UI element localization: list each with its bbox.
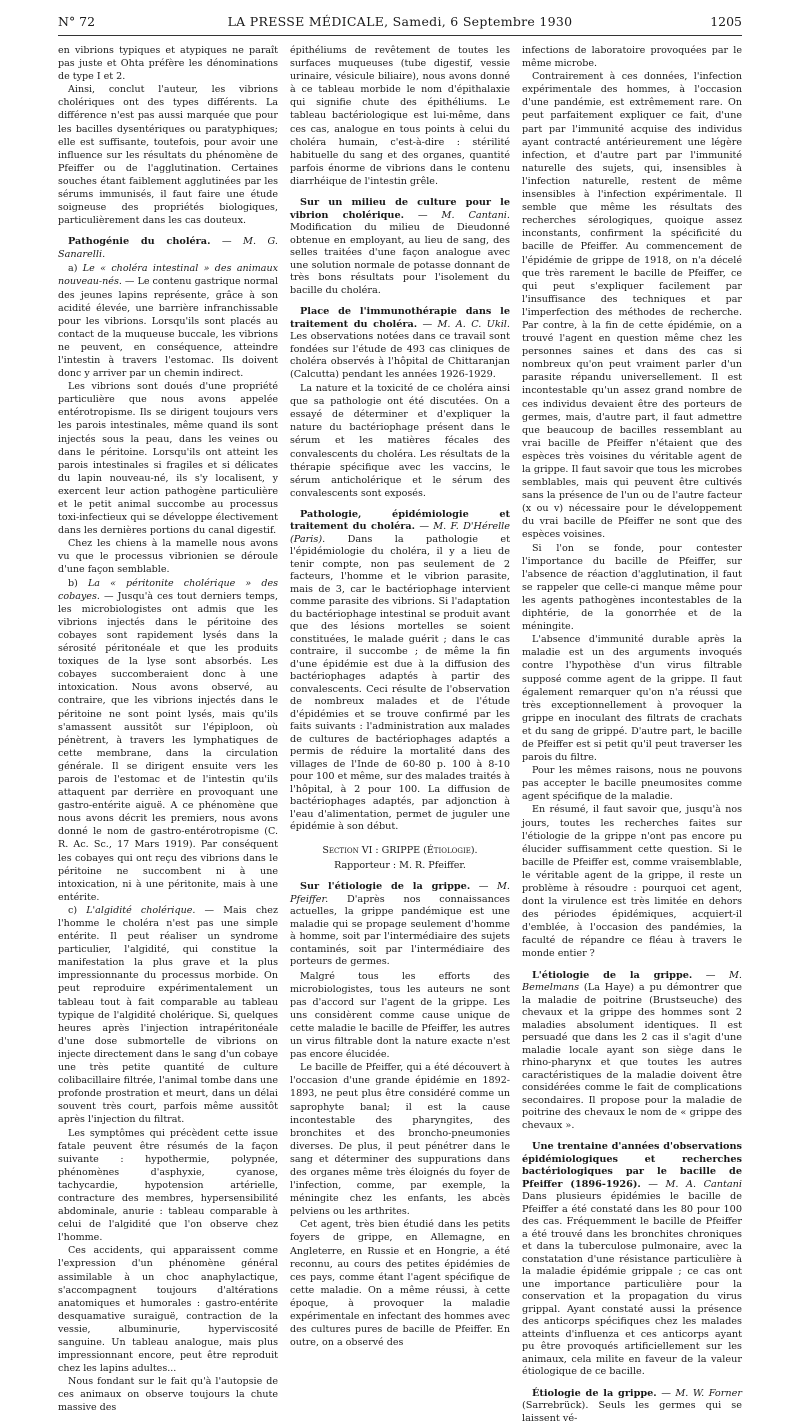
paragraph: Pour les mêmes raisons, nous ne pouvons pas accepter le bacille pneumosites comme agent spécifique de la maladie.: [522, 765, 742, 803]
header-rule: [58, 35, 742, 36]
article-heading: Sur l'étiologie de la grippe. — M. Pfeiffer. D'après nos connaissances actuelles, la grippe pandémique est une maladie qui se propage seulement d'homme à homme, soit par l'intermédiaire des sujets contaminés, soit par l'intermédiaire des porteurs de germes.: [290, 881, 510, 968]
paragraph: Les symptômes qui précèdent cette issue fatale peuvent être résumés de la façon suivante : hypothermie, polypnée, phénomènes d'asphyxie, cyanose, tachycardie, hypotension artérielle, contracture des membres, hypersensibilité abdominale, anurie : tableau comparable à celui de l'algidité que l'on observe chez l'homme.: [58, 1127, 278, 1244]
column-2: [290, 44, 510, 1349]
paragraph: infections de laboratoire provoquées par le même microbe.: [522, 45, 742, 70]
article-heading: L'étiologie de la grippe. — M. Bemelmans (La Haye) a pu démontrer que la maladie de poitrine (Brustseuche) des chevaux et la grippe des hommes sont 2 maladies absolument identiques. Il est persuadé que dans les 2 cas il s'agit d'une maladie locale ayant son siège dans le rhino-pharynx et que toutes les autres caractéristiques de la maladie doivent être considérées comme le fait de complications secondaires. Il propose pour la maladie de poitrine des chevaux le nom de « grippe des chevaux ».: [522, 969, 742, 1131]
paragraph: Les vibrions sont doués d'une propriété particulière que nous avons appelée entérotropisme. Ils se dirigent toujours vers les parois intestinales, même quand ils sont injectés sous la peau, dans les veines ou dans le péritoine. Lorsqu'ils ont atteint les parois intestinales si fragiles et si délicates du lapin nouveau-né, ils s'y localisent, y exercent leur action pathogène particulière et le petit animal succombe au processus toxi-infectieux qui se développe électivement dans les dernières portions du canal digestif.: [58, 381, 278, 537]
article-heading: Étiologie de la grippe. — M. W. Forner (Sarrebrück). Seuls les germes qui se laissent vé-: [522, 1387, 742, 1424]
page-header: [58, 12, 742, 32]
paragraph: En résumé, il faut savoir que, jusqu'à nos jours, toutes les recherches faites sur l'étiologie de la grippe n'ont pas encore pu élucider suffisamment cette question. Si le bacille de Pfeiffer est, comme vraisemblable, le véritable agent de la grippe, il reste un problème à résoudre : pourquoi cet agent, dont la virulence est très limitée en dehors des périodes épidémiques, acquiert-il d'emblée, à l'occasion des pandémies, la faculté de répandre ce fléau à travers le monde entier ?: [522, 804, 742, 960]
paragraph: en vibrions typiques et atypiques ne paraît pas juste et Ohta préfère les dénominations de type I et 2.: [58, 45, 278, 83]
paragraph: Contrairement à ces données, l'infection expérimentale des hommes, à l'occasion d'une pandémie, est extrêmement rare. On peut parfaitement expliquer ce fait, d'une part par l'immunité acquise des individus ayant contracté antérieurement une légère infection, et d'autre part par l'immunité naturelle des sujets, qui, insensibles à l'infection naturelle, restent de même insensibles à l'infection expérimentale. Il semble que même les résultats des recherches sérologiques, quoique assez inconstants, confirment la spécificité du bacille de Pfeiffer. Au commencement de l'épidémie de grippe de 1918, on n'a décelé que très rarement le bacille de Pfeiffer, ce qui peut s'expliquer facilement par l'insuffisance des techniques et par l'imperfection des méthodes de recherche. Par contre, à la fin de cette épidémie, on a trouvé l'agent en question même chez les personnes saines et dans des cas si nombreux qu'on peut vraiment parler d'un parasite répandu universellement. Il est incontestable qu'un assez grand nombre de ces individus devaient être des porteurs de germes, mais, d'autre part, il faut admettre que beaucoup de bacilles ressemblant au vrai bacille de Pfeiffer n'étaient que des espèces très voisines du véritable agent de la grippe. Il faut savoir que tous les microbes semblables, mais qui peuvent être cultivés sans la présence de l'un ou de l'autre facteur (x ou v) nécessaire pour le développement du vrai bacille de Pfeiffer ne sont que des espèces voisines.: [522, 71, 742, 541]
paragraph: épithéliums de revêtement de toutes les surfaces muqueuses (tube digestif, vessie urinaire, vésicule biliaire), nous avons donné à ce tableau morbide le nom d'épithalaxie qui signifie chute des épithéliums. Le tableau bactériologique est lui-même, dans ces cas, analogue en tous points à celui du choléra humain, c'est-à-dire : stérilité habituelle du sang et des organes, quantité parfois énorme de vibrions dans le contenu diarrhéique de l'intestin grêle.: [290, 45, 510, 187]
column-1: [58, 44, 279, 1414]
paragraph: Nous fondant sur le fait qu'à l'autopsie de ces animaux on observe toujours la chute massive des: [58, 1376, 278, 1414]
page-number: N° 72: [58, 14, 96, 29]
paragraph: L'absence d'immunité durable après la maladie est un des arguments invoqués contre l'hypothèse d'un virus filtrable supposé comme agent de la grippe. Il faut également remarquer qu'on n'a réussi que très exceptionnellement à provoquer la grippe en inoculant des filtrats de crachats et du sang de grippé. D'autre part, le bacille de Pfeiffer est si petit qu'il peut traverser les parois du filtre.: [522, 634, 742, 764]
article-heading: Une trentaine d'années d'observations épidémiologiques et recherches bactériologiques par le bacille de Pfeiffer (1896-1926). — M. A. Cantani Dans plusieurs épidémies le bacille de Pfeiffer a été constaté dans les 80 pour 100 des cas. Fréquemment le bacille de Pfeiffer a été trouvé dans les bronchites chroniques et dans la tuberculose pulmonaire, avec la constatation d'une résistance particulière à la maladie épidémie grippale ; ce cas ont une importance particulière pour la conservation et la propagation du virus grippal. Ayant constaté aussi la présence des anticorps spécifiques chez les malades atteints d'influenza et ces anticorps ayant pu être provoqués artificiellement sur les animaux, cela milite en faveur de la valeur étiologique de ce bacille.: [522, 1141, 742, 1378]
paragraph: b) La « péritonite cholérique » des cobayes. — Jusqu'à ces tout derniers temps, les microbiologistes ont admis que les vibrions injectés dans le péritoine des cobayes sont rapidement lysés dans la sérosité péritonéale et que les produits toxiques de la lyse sont absorbés. Les cobayes succomberaient donc à une intoxication. Nous avons observé, au contraire, que les vibrions injectés dans le péritoine ne sont point lysés, mais qu'ils s'amassent aussitôt sur l'épiploon, où pénètrent, à travers les lymphatiques de cette membrane, dans la circulation générale. Il se dirigent ensuite vers les parois de l'estomac et de l'intestin qu'ils attaquent par derrière en provoquant une gastro-entérite aiguë. A ce phénomène que nous avons décrit les premiers, nous avons donné le nom de gastro-entérotropisme (C. R. Ac. Sc., 17 Mars 1919). Par conséquent les cobayes qui ont reçu des vibrions dans le péritoine ne succombent ni à une intoxication, ni à une péritonite, mais à une entérite.: [58, 577, 279, 903]
paragraph: Ces accidents, qui apparaissent comme l'expression d'un phénomène général assimilable à un choc anaphylactique, s'accompagnent toujours d'altérations anatomiques et humorales : gastro-entérite desquamative suraiguë, contraction de la vessie, albuminurie, hyperviscosité sanguine. Un tableau analogue, mais plus impressionnant encore, peut être reproduit chez les lapins adultes...: [58, 1245, 278, 1375]
paragraph: c) L'algidité cholérique. — Mais chez l'homme le choléra n'est pas une simple entérite. Il peut réaliser un syndrome particulier, l'algidité, qui constitue la manifestation la plus grave et la plus impressionnante du processus morbide. On peut reproduire expérimentalement un tableau tout à fait comparable au tableau typique de l'algidité cholérique. Si, quelques heures après l'injection intrapéritonéale d'une dose submortelle de vibrions on injecte directement dans le sang d'un cobaye une très petite quantité de culture colibacillaire filtrée, l'animal tombe dans une profonde prostration et meurt, dans un délai souvent très court, parfois même aussitôt après l'injection du filtrat.: [58, 904, 278, 1126]
paragraph: Ainsi, conclut l'auteur, les vibrions cholériques ont des types différents. La différence n'est pas aussi marquée que pour les bacilles dysentériques ou paratyphiques; elle est suffisante, toutefois, pour avoir une influence sur les résultats du phénomène de Pfeiffer ou de l'agglutination. Certaines souches étant faiblement agglutinées par les sérums immunisés, il faut faire une étude soigneuse des propriétés biologiques, particulièrement dans les cas douteux.: [58, 84, 278, 227]
column-3: [522, 44, 742, 1424]
article-heading: Pathogénie du choléra. — M. G. Sanarelli.: [58, 236, 278, 260]
paragraph: Cet agent, très bien étudié dans les petits foyers de grippe, en Allemagne, en Angleterre, en Russie et en Hongrie, a été reconnu, au cours des petites épidémies de ces pays, comme étant l'agent spécifique de cette maladie. On a même réussi, à cette époque, à provoquer la maladie expérimentale en infectant des hommes avec des cultures pures de bacille de Pfeiffer. En outre, on a observé des: [290, 1219, 510, 1349]
folio-number: 1205: [710, 14, 742, 29]
journal-title-line: LA PRESSE MÉDICALE, Samedi, 6 Septembre 1930: [227, 14, 573, 29]
section-heading: Section VI : GRIPPE (Étiologie).: [322, 844, 478, 856]
paragraph: a) Le « choléra intestinal » des animaux nouveau-nés. — Le contenu gastrique normal des jeunes lapins représente, grâce à son acidité élevée, une barrière infranchissable pour les vibrions. Lorsqu'ils sont placés au contact de la muqueuse buccale, les vibrions ne peuvent, en conséquence, atteindre l'intestin à travers l'estomac. Ils doivent donc y arriver par un chemin indirect.: [58, 263, 278, 380]
paragraph: Chez les chiens à la mamelle nous avons vu que le processus vibrionien se déroule d'une façon semblable.: [58, 538, 278, 576]
paragraph: Le bacille de Pfeiffer, qui a été découvert à l'occasion d'une grande épidémie en 1892-1893, ne peut plus être considéré comme un saprophyte banal; il est la cause incontestable des pharyngites, des bronchites et des broncho-pneumonies diverses. De plus, il peut pénétrer dans le sang et déterminer des suppurations dans des organes même très éloignés du foyer de l'infection, comme, par exemple, la méningite chez les enfants, les abcès pelviens ou les arthrites.: [290, 1062, 510, 1218]
paragraph: Malgré tous les efforts des microbiologistes, tous les auteurs ne sont pas d'accord sur l'agent de la grippe. Les uns considèrent comme cause unique de cette maladie le bacille de Pfeiffer, les autres un virus filtrable dont la nature exacte n'est pas encore élucidée.: [290, 970, 510, 1061]
paragraph: La nature et la toxicité de ce choléra ainsi que sa pathologie ont été discutées. On a essayé de déterminer et d'expliquer la nature du bactériophage présent dans le sérum et les matières fécales des convalescents du choléra. Les résultats de la thérapie spécifique avec les vaccins, le sérum anticholérique et le sérum des convalescents sont exposés.: [290, 383, 510, 499]
article-heading: Place de l'immunothérapie dans le traitement du choléra. — M. A. C. Ukil. Les observations notées dans ce travail sont fondées sur l'étude de 493 cas cliniques de choléra observés à l'hôpital de Chittaranjan (Calcutta) pendant les années 1926-1929.: [290, 306, 510, 380]
paragraph: Si l'on se fonde, pour contester l'importance du bacille de Pfeiffer, sur l'absence de réaction d'agglutination, il faut se rappeler que celle-ci manque même pour les agents pathogènes incontestables de la diphtérie, de la gonorrhée et de la méningite.: [522, 542, 742, 633]
rapporteur-line: Rapporteur : M. R. Pfeiffer.: [334, 859, 466, 871]
article-heading: Pathologie, épidémiologie et traitement du choléra. — M. F. D'Hérelle (Paris). Dans la pathologie et l'épidémiologie du choléra, il y a lieu de tenir compte, non pas seulement de 2 facteurs, l'homme et le vibrion parasite, mais de 3, car le bactériophage intervient comme parasite des vibrions. Si l'adaptation du bactériophage intestinal se produit avant que des lésions mortelles se soient constituées, le malade guérit ; dans le cas contraire, il succombe ; de même la fin d'une épidémie est due à la diffusion des bactériophages adaptés à partir des convalescents. Ceci résulte de l'observation de nombreux malades et de l'étude d'épidémies et se trouve confirmé par les faits suivants : l'administration aux malades de cultures de bactériophages adaptés a permis de réduire la mortalité dans des villages de l'Inde de 60-80 p. 100 à 8-10 pour 100 et même, sur des malades traités à l'hôpital, à 2 pour 100. La diffusion de bactériophages adaptés, par adjonction à l'eau d'alimentation, permet de juguler une épidémie à son début.: [290, 508, 510, 833]
article-heading: Sur un milieu de culture pour le vibrion cholérique. — M. Cantani. Modification du milieu de Dieudonné obtenue en employant, au lieu de sang, des selles traitées d'une façon analogue avec une solution normale de potasse donnant de très bons résultats pour l'isolement du bacille du choléra.: [290, 197, 510, 296]
